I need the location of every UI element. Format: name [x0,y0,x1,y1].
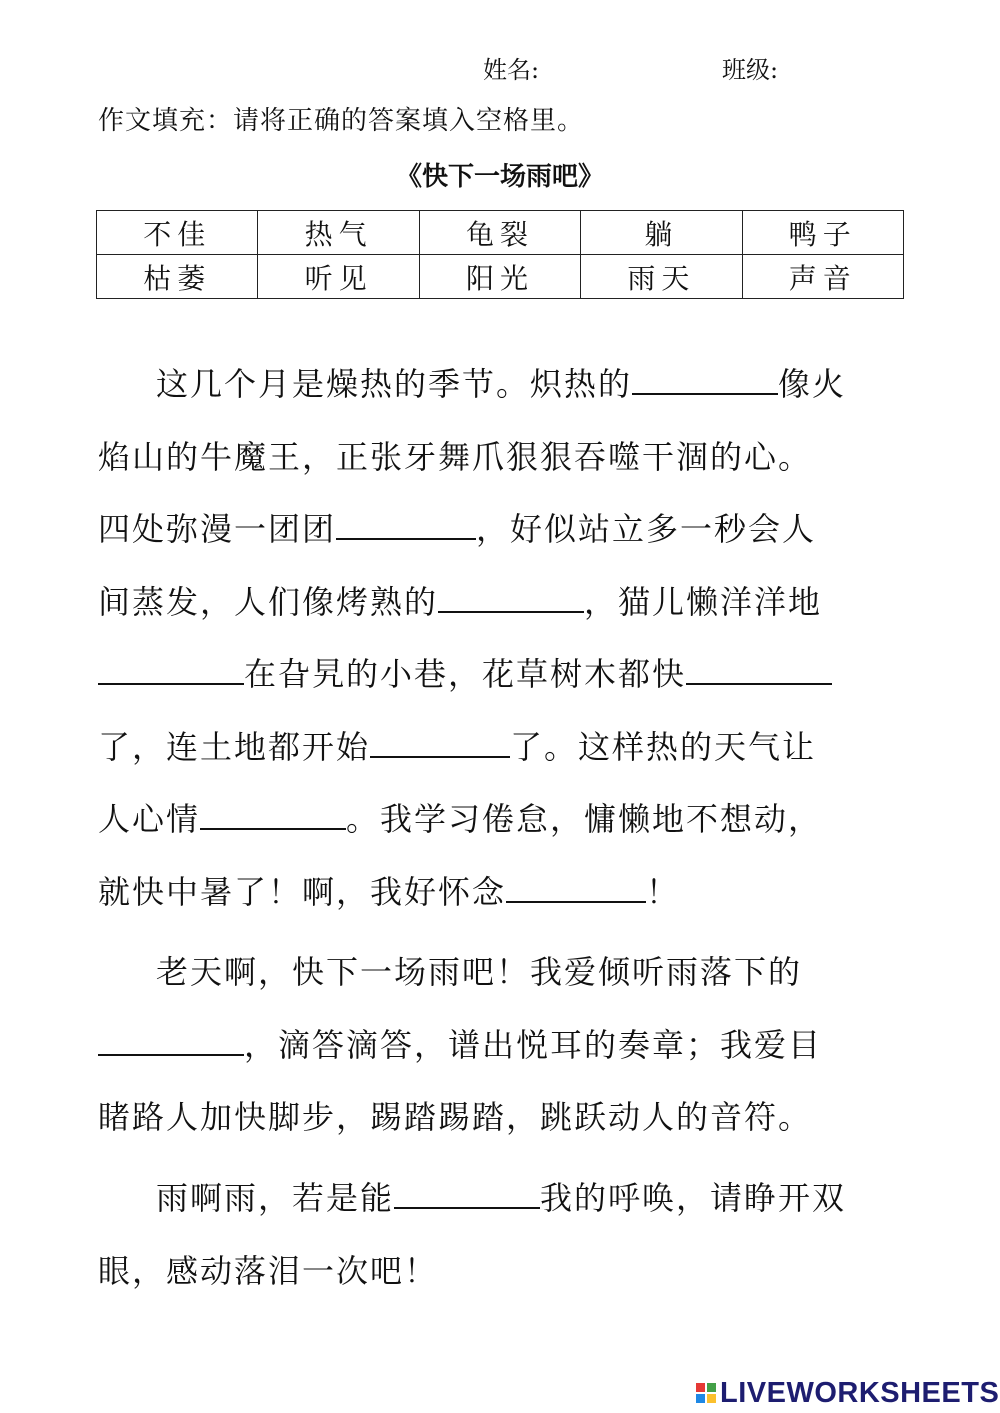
essay-text: 。我学习倦怠，慵懒地不想动， [346,800,823,838]
word-bank-cell: 阳光 [419,255,580,299]
word-bank-cell: 鸭子 [742,211,903,255]
answer-blank-5[interactable] [686,665,832,685]
essay-paragraph-3 [98,1162,904,1307]
essay-text: 雨啊雨，若是能 [156,1179,395,1217]
instruction-text: 作文填充：请将正确的答案填入空格里。 [98,106,585,136]
liveworksheets-logo [696,1378,999,1408]
essay-line [98,1081,904,1154]
essay-text: 焰山的牛魔王，正张牙舞爪狠狠吞噬干涸的心。 [98,437,813,476]
logo-text: LIVEWORKSHEETS [720,1376,1000,1409]
essay-text: 眼，感动落泪一次吧！ [98,1251,439,1290]
answer-blank-6[interactable] [370,738,510,758]
essay-text: ，滴答滴答，谱出悦耳的奏章；我爱目 [244,1025,823,1064]
word-bank-cell: 龟裂 [419,211,580,255]
answer-blank-4[interactable] [98,665,244,685]
word-bank-cell: 躺 [581,211,742,255]
essay-text: 了。这样热的天气让 [510,727,817,766]
essay-text: ，猫儿懒洋洋地 [584,582,823,621]
word-bank-cell: 枯萎 [97,255,258,299]
essay-text: 人心情 [98,800,201,838]
logo-square [696,1394,705,1403]
word-bank-cell: 不佳 [97,211,258,255]
word-bank-row [97,211,904,255]
answer-blank-7[interactable] [200,810,346,830]
essay-text: 我的呼唤，请睁开双 [540,1179,847,1217]
essay-text: 了，连土地都开始 [98,727,371,766]
essay-text: 这几个月是燥热的季节。炽热的 [156,365,633,403]
essay-line [98,936,904,1009]
essay-text: 像火 [778,365,847,403]
essay-text: 就快中暑了！啊，我好怀念 [98,872,507,911]
answer-blank-8[interactable] [506,883,646,903]
essay-line [98,1235,904,1308]
word-bank-cell: 听见 [258,255,419,299]
essay-line [98,856,904,929]
answer-blank-10[interactable] [394,1189,540,1209]
essay-line [98,348,904,421]
word-bank-cell: 热气 [258,211,419,255]
logo-grid-icon [696,1383,716,1403]
essay-text: 在旮旯的小巷，花草树木都快 [244,655,687,693]
essay-title: 《快下一场雨吧》 [395,162,604,192]
essay-text: ！ [646,872,681,911]
word-bank-cell: 雨天 [581,255,742,299]
essay-text: 四处弥漫一团团 [98,510,337,548]
answer-blank-2[interactable] [336,520,476,540]
essay-line [98,638,904,711]
word-bank-cell: 声音 [742,255,903,299]
essay-line [98,1162,904,1235]
essay-line [98,783,904,856]
essay-line [98,421,904,494]
answer-blank-9[interactable] [98,1036,244,1056]
name-label: 姓名: [483,56,540,84]
essay-text: ，好似站立多一秒会人 [476,510,817,548]
essay-paragraph-1 [98,348,904,928]
logo-square [707,1394,716,1403]
word-bank-row [97,255,904,299]
class-label: 班级: [722,56,779,84]
essay-text: 睹路人加快脚步，踢踏踢踏，跳跃动人的音符。 [98,1098,813,1136]
essay-text: 间蒸发，人们像烤熟的 [98,582,439,621]
essay-line [98,566,904,639]
logo-square [707,1383,716,1392]
essay-paragraph-2 [98,936,904,1154]
essay-text: 老天啊，快下一场雨吧！我爱倾听雨落下的 [156,953,803,991]
answer-blank-1[interactable] [632,375,778,395]
word-bank-table [96,210,904,299]
essay-line [98,711,904,784]
logo-square [696,1383,705,1392]
essay-line [98,1009,904,1082]
answer-blank-3[interactable] [438,593,584,613]
essay-line [98,493,904,566]
